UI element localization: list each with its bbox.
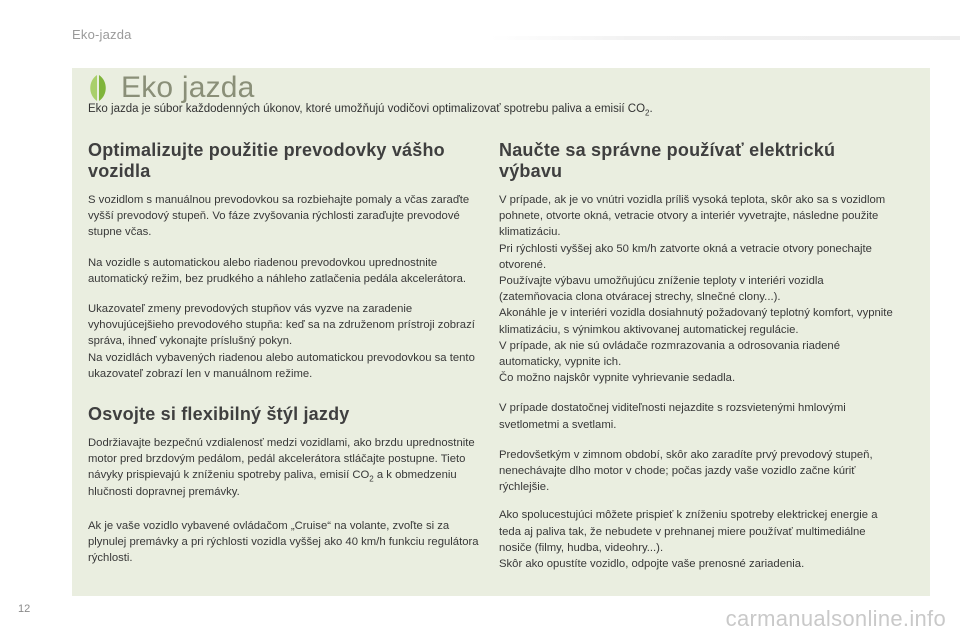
- paragraph: Na vozidlách vybavených riadenou alebo automatickou prevodovkou sa tento ukazovateľ zobrazí len v manuálnom režime.: [88, 351, 475, 380]
- paragraph: Dodržiavajte bezpečnú vzdialenosť medzi vozidlami, ako brzdu uprednostnite motor pred brzdovým pedálom, pedál akcelerátora stláčajte postupne. Tieto návyky prispievajú k zníženiu spotreby paliva, emisií $CO_2$ a k obmedzeniu hlučnosti dopravnej premávky.: [88, 437, 475, 498]
- intro-text: Eko jazda je súbor každodenných úkonov, ktoré umožňujú vodičovi optimalizovať spotrebu paliva a emisií $CO_2$.: [88, 103, 653, 118]
- paragraph: Predovšetkým v zimnom období, skôr ako zaradíte prvý prevodový stupeň, nenechávajte dlho motor v chode; počas jazdy vaše vozidlo začne kúriť rýchlejšie.: [499, 448, 873, 494]
- paragraph: Ako spolucestujúci môžete prispieť k zníženiu spotreby elektrickej energie a teda aj paliva tak, že nebudete v prehnanej miere používať multimediálne nosiče (filmy, hudba, videohry...). Skôr ako opustíte vozidlo, odpojte vaše prenosné zariadenia.: [499, 509, 878, 571]
- heading-driving-style: Osvojte si flexibilný štýl jazdy: [88, 404, 350, 425]
- right-column: [499, 140, 899, 581]
- title-row: [85, 70, 255, 106]
- leaf-icon: [85, 73, 111, 103]
- left-column: [88, 140, 488, 575]
- page-title: Eko jazda: [121, 71, 255, 104]
- watermark: carmanualsonline.info: [725, 606, 946, 631]
- paragraph: S vozidlom s manuálnou prevodovkou sa rozbiehajte pomaly a včas zaraďte vyšší prevodový stupeň. Vo fáze zvyšovania rýchlosti zaraďujte prevodové stupne včas.: [88, 194, 470, 239]
- header-divider: [490, 36, 960, 40]
- page-number: 12: [18, 603, 31, 615]
- paragraph: V prípade, ak je vo vnútri vozidla príliš vysoká teplota, skôr ako sa s vozidlom pohnete, otvorte okná, vetracie otvory a interiér vyvetrajte, následne použite klimatizáciu. Pri rýchlosti vyššej ako 50 km/h zatvorte okná a vetracie otvory ponechajte otvorené. Používajte výbavu umožňujúcu zníženie teploty v interiéri vozidla (zatemňovacia clona otváracej strechy, slnečné clony...). Akonáhle je v interiéri vozidla dosiahnutý požadovaný teplotný komfort, vypnite klimatizáciu, s výnimkou aktivovanej automatickej regulácie. V prípade, ak nie sú ovládače rozmrazovania a odrosovania riadené automaticky, vypnite ich. Čo možno najskôr vypnite vyhrievanie sedadla.: [499, 194, 893, 385]
- paragraph: V prípade dostatočnej viditeľnosti nejazdite s rozsvietenými hmlovými svetlometmi a svetlami.: [499, 402, 846, 431]
- paragraph: Ak je vaše vozidlo vybavené ovládačom „Cruise“ na volante, zvoľte si za plynulej premávky a pri rýchlosti vozidla vyššej ako 40 km/h funkciu regulátora rýchlosti.: [88, 519, 479, 565]
- paragraph: Ukazovateľ zmeny prevodových stupňov vás vyzve na zaradenie vyhovujúcejšieho prevodového stupňa: keď sa na združenom prístroji zobrazí správa, ihneď vykonajte príslušný pokyn.: [88, 303, 475, 348]
- section-label: Eko-jazda: [72, 27, 132, 42]
- heading-gearbox: Optimalizujte použitie prevodovky vášho vozidla: [88, 140, 445, 181]
- heading-electric-equipment: Naučte sa správne používať elektrickú výbavu: [499, 140, 836, 181]
- paragraph: Na vozidle s automatickou alebo riadenou prevodovkou uprednostnite automatický režim, bez prudkého a náhleho zatlačenia pedála akcelerátora.: [88, 256, 467, 285]
